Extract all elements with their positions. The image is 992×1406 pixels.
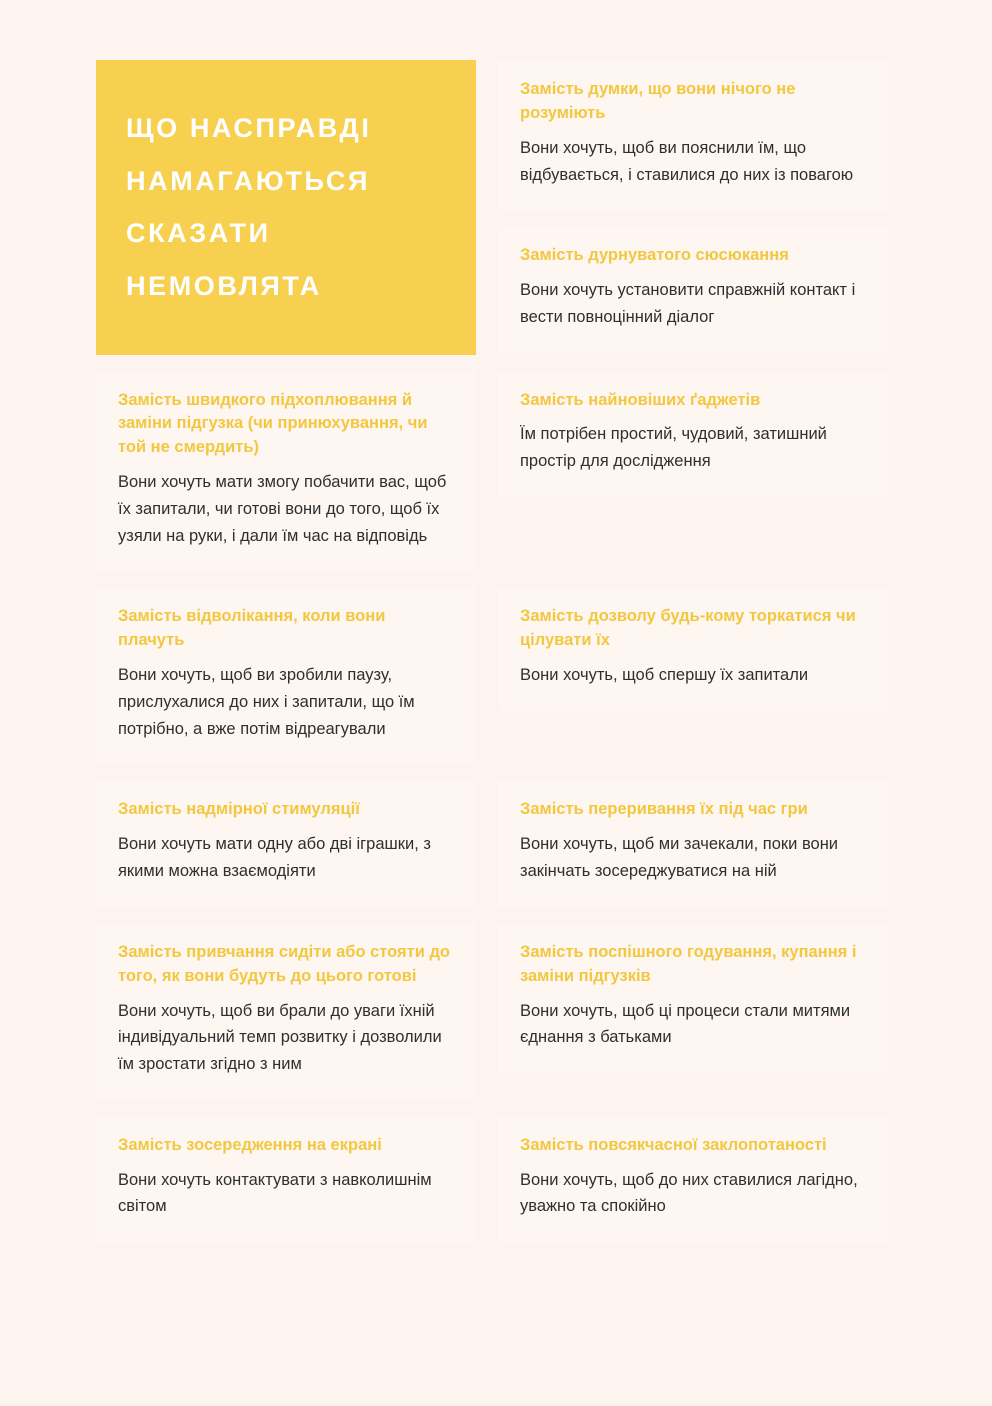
- card-body: Вони хочуть, щоб до них ставилися лагідно, уважно та спокійно: [520, 1170, 858, 1216]
- card-6: [498, 587, 888, 711]
- card-body: Вони хочуть, щоб ці процеси стали митями єднання з батьками: [520, 1001, 851, 1047]
- card-body: Вони хочуть мати одну або дві іграшки, з якими можна взаємодіяти: [118, 835, 431, 881]
- card-4: [498, 371, 888, 497]
- card-12: [498, 1116, 888, 1242]
- card-heading: Замість думки, що вони нічого не розуміють: [520, 80, 796, 122]
- card-10: [498, 923, 888, 1073]
- top-right-stack: [498, 60, 888, 353]
- card-heading: Замість відволікання, коли вони плачуть: [118, 607, 386, 650]
- card-3: [96, 371, 476, 572]
- title-card: [96, 60, 476, 355]
- card-heading: Замість надмірної стимуляції: [118, 800, 360, 819]
- card-heading: Замість швидкого підхоплювання й заміни підгузка (чи принюхування, чи той не смердить): [118, 390, 428, 457]
- card-heading: Замість переривання їх під час гри: [520, 800, 808, 819]
- card-body: Вони хочуть контактувати з навколишнім світом: [118, 1170, 432, 1216]
- card-2: [498, 226, 888, 352]
- card-body: Вони хочуть, щоб ви брали до уваги їхній індивідуальний темп розвитку і дозволили їм зростати згідно з ним: [118, 1001, 442, 1074]
- card-5: [96, 587, 476, 764]
- card-body: Вони хочуть, щоб ви пояснили їм, що відбувається, і ставилися до них із повагою: [520, 138, 854, 184]
- card-7: [96, 780, 476, 906]
- card-body: Вони хочуть установити справжній контакт і вести повноцінний діалог: [520, 281, 856, 326]
- card-heading: Замість зосередження на екрані: [118, 1135, 382, 1154]
- card-body: Вони хочуть, щоб спершу їх запитали: [520, 666, 809, 685]
- card-8: [498, 780, 888, 906]
- card-9: [96, 923, 476, 1100]
- card-1: [498, 60, 888, 210]
- page-title: ЩО НАСПРАВДІ НАМАГАЮТЬСЯ СКАЗАТИ НЕМОВЛЯТА: [126, 113, 372, 301]
- card-body: Вони хочуть, щоб ми зачекали, поки вони закінчать зосереджуватися на ній: [520, 835, 839, 881]
- card-body: Вони хочуть, щоб ви зробили паузу, прислухалися до них і запитали, що їм потрібно, а вже потім відреагували: [118, 666, 415, 738]
- cards-grid: [96, 60, 896, 1242]
- card-heading: Замість найновіших ґаджетів: [520, 390, 761, 409]
- card-heading: Замість привчання сидіти або стояти до того, як вони будуть до цього готові: [118, 942, 450, 985]
- card-heading: Замість дурнуватого сюсюкання: [520, 246, 789, 265]
- card-11: [96, 1116, 476, 1242]
- card-heading: Замість поспішного годування, купання і заміни підгузків: [520, 942, 857, 985]
- card-body: Вони хочуть мати змогу побачити вас, щоб їх запитали, чи готові вони до того, щоб їх узяли на руки, і дали їм час на відповідь: [118, 473, 447, 545]
- card-body: Їм потрібен простий, чудовий, затишний простір для дослідження: [520, 425, 827, 471]
- card-heading: Замість повсякчасної заклопотаності: [520, 1135, 827, 1154]
- card-heading: Замість дозволу будь-кому торкатися чи цілувати їх: [520, 607, 856, 650]
